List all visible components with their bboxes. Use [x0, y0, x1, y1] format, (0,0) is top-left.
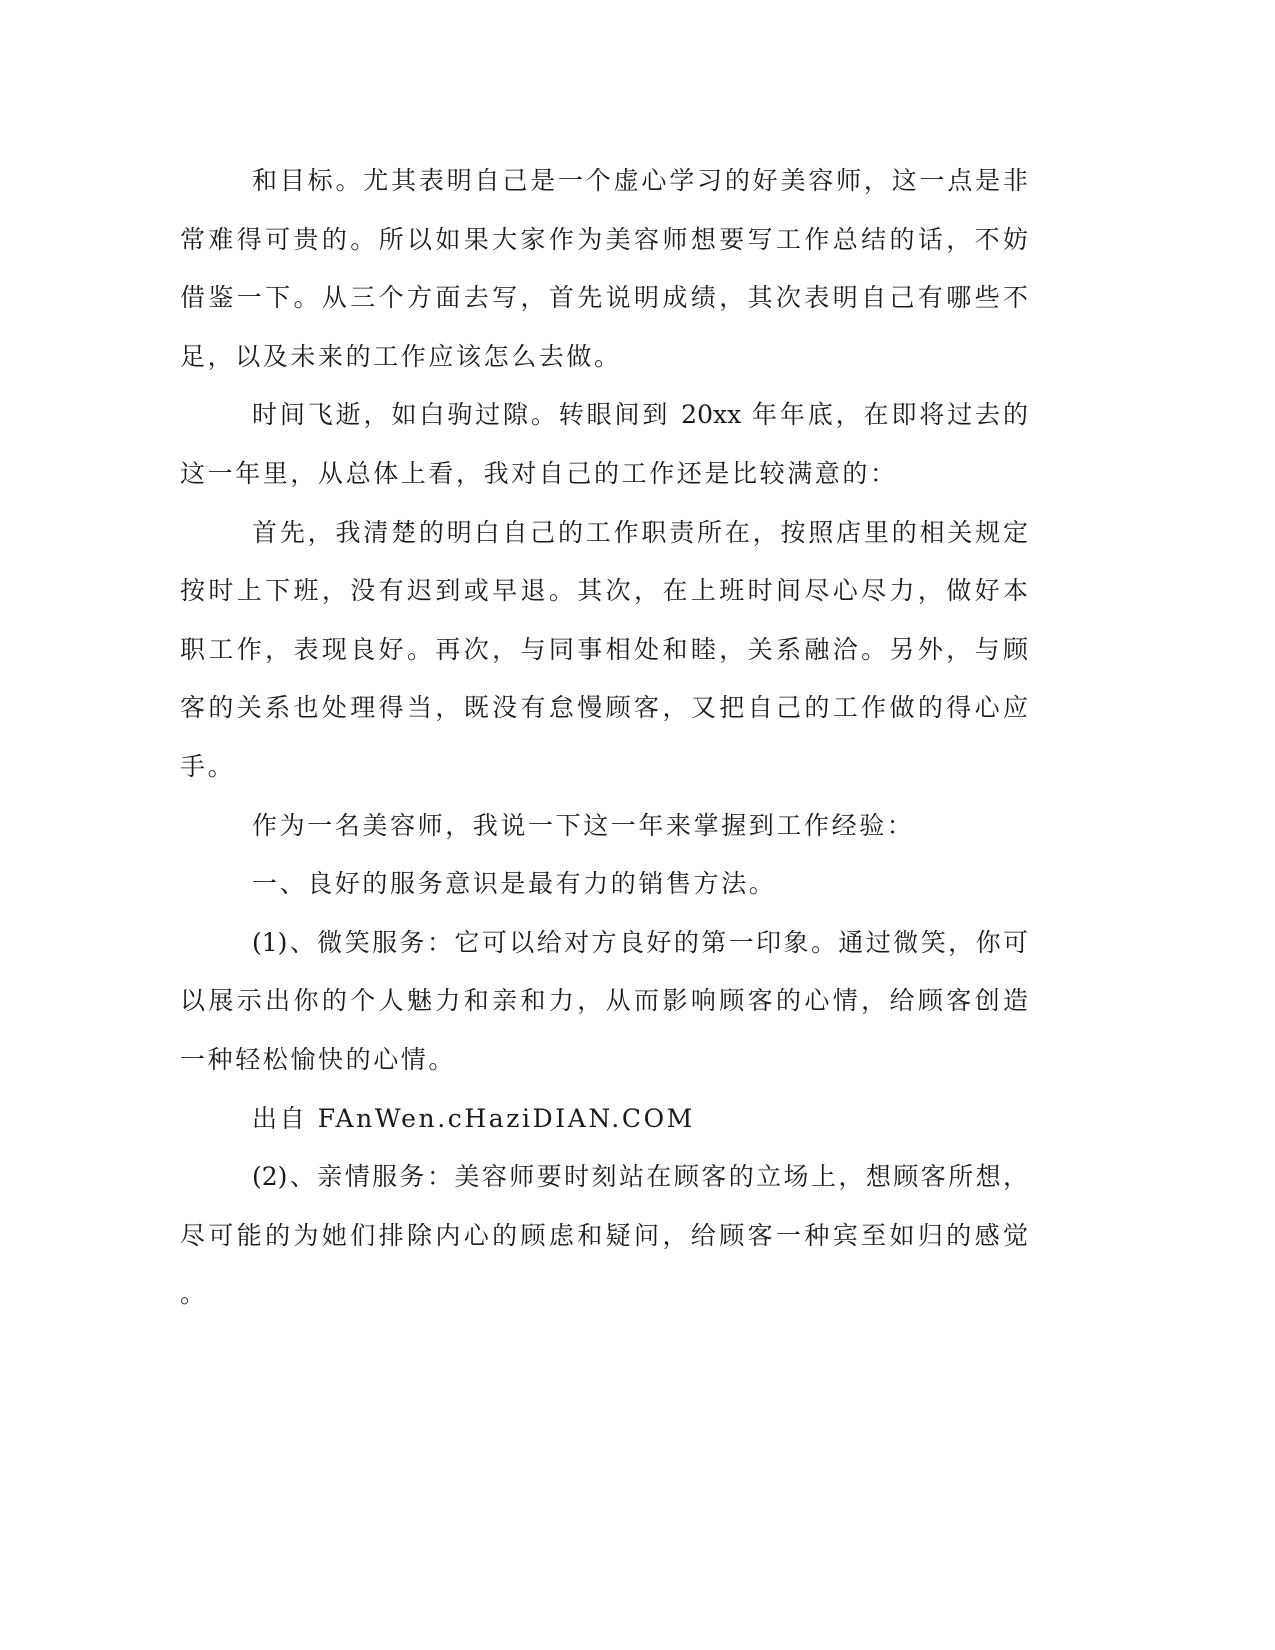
text-line: (2)、亲情服务：美容师要时刻站在顾客的立场上，想顾客所想，	[252, 1162, 1028, 1192]
text-line: 借鉴一下。从三个方面去写，首先说明成绩，其次表明自己有哪些不	[180, 283, 1028, 313]
text-line: 。	[180, 1279, 208, 1309]
text-line: 常难得可贵的。所以如果大家作为美容师想要写工作总结的话，不妨	[180, 224, 1028, 254]
source-line: 出自 FAnWen.cHaziDIAN.COM	[252, 1103, 695, 1133]
text-line: 一、良好的服务意识是最有力的销售方法。	[252, 869, 777, 899]
text-line: 职工作，表现良好。再次，与同事相处和睦，关系融洽。另外，与顾	[180, 634, 1028, 664]
text-line: 按时上下班，没有迟到或早退。其次，在上班时间尽心尽力，做好本	[180, 576, 1028, 606]
text-line: 客的关系也处理得当，既没有怠慢顾客，又把自己的工作做的得心应	[180, 693, 1028, 723]
document-body	[180, 152, 1028, 1324]
text-line: 足，以及未来的工作应该怎么去做。	[180, 341, 622, 371]
text-line: 尽可能的为她们排除内心的顾虑和疑问，给顾客一种宾至如归的感觉	[180, 1220, 1028, 1250]
text-line: 这一年里，从总体上看，我对自己的工作还是比较满意的：	[180, 458, 898, 488]
text-line: 作为一名美容师，我说一下这一年来掌握到工作经验：	[252, 810, 915, 840]
text-line: 时间飞逝，如白驹过隙。转眼间到 20xx 年年底，在即将过去的	[252, 400, 1028, 430]
text-line: 以展示出你的个人魅力和亲和力，从而影响顾客的心情，给顾客创造	[180, 986, 1028, 1016]
text-line: (1)、微笑服务：它可以给对方良好的第一印象。通过微笑，你可	[252, 927, 1028, 957]
text-line: 和目标。尤其表明自己是一个虚心学习的好美容师，这一点是非	[252, 166, 1028, 195]
text-line: 一种轻松愉快的心情。	[180, 1044, 457, 1074]
text-line: 首先，我清楚的明白自己的工作职责所在，按照店里的相关规定	[252, 517, 1028, 547]
text-line: 手。	[180, 751, 236, 781]
